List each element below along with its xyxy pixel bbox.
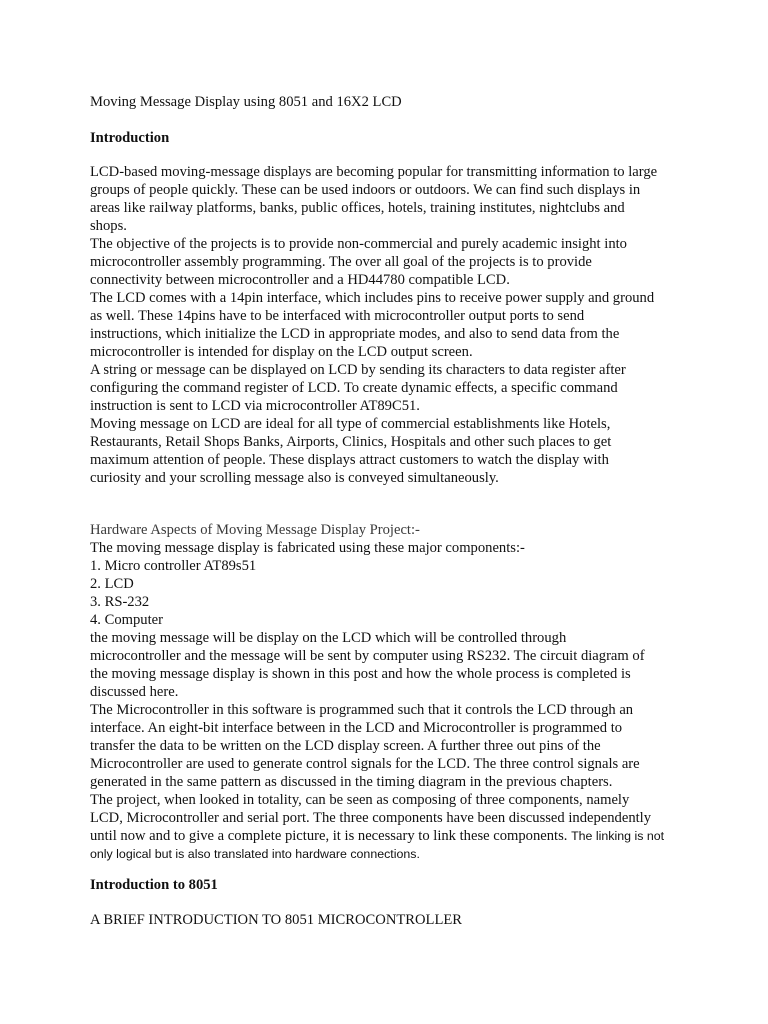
paragraph-line: The moving message display is fabricated using these major components:- [90,540,525,556]
paragraph-line: microcontroller is intended for display on the LCD output screen. [90,344,473,360]
paragraph-line [90,827,690,845]
hardware-aspects-section [90,521,690,863]
paragraph-line: Moving message on LCD are ideal for all type of commercial establishments like Hotels, [90,416,611,432]
list-item: 4. Computer [90,612,163,628]
paragraph-line: The project, when looked in totality, can be seen as composing of three components, namely [90,792,630,808]
introduction-8051-heading: Introduction to 8051 [90,877,218,893]
paragraph-line: Restaurants, Retail Shops Banks, Airports, Clinics, Hospitals and other such places to get [90,434,612,450]
sans-text-fragment: The linking is not [571,829,665,843]
paragraph-line: the moving message will be display on the LCD which will be controlled through [90,630,567,646]
introduction-body [90,163,690,487]
section-heading: Hardware Aspects of Moving Message Display Project:- [90,522,420,538]
sans-paragraph-line: only logical but is also translated into hardware connections. [90,847,420,861]
paragraph-line: LCD-based moving-message displays are becoming popular for transmitting information to large [90,164,658,180]
paragraph-line: Microcontroller are used to generate control signals for the LCD. The three control signals are [90,756,640,772]
paragraph-line: curiosity and your scrolling message also is conveyed simultaneously. [90,470,499,486]
brief-introduction-heading: A BRIEF INTRODUCTION TO 8051 MICROCONTROLLER [90,912,463,928]
paragraph-line: configuring the command register of LCD. To create dynamic effects, a specific command [90,380,618,396]
paragraph-line: generated in the same pattern as discussed in the timing diagram in the previous chapters. [90,774,613,790]
paragraph-line: maximum attention of people. These displays attract customers to watch the display with [90,452,609,468]
paragraph-line: microcontroller assembly programming. The over all goal of the projects is to provide [90,254,592,270]
paragraph-line: microcontroller and the message will be sent by computer using RS232. The circuit diagram of [90,648,645,664]
list-item: 3. RS-232 [90,594,150,610]
paragraph-line: The objective of the projects is to provide non-commercial and purely academic insight into [90,236,627,252]
paragraph-line: instructions, which initialize the LCD in appropriate modes, and also to send data from the [90,326,620,342]
paragraph-line: instruction is sent to LCD via microcontroller AT89C51. [90,398,420,414]
paragraph-line: interface. An eight-bit interface between in the LCD and Microcontroller is programmed to [90,720,623,736]
paragraph-line: connectivity between microcontroller and a HD44780 compatible LCD. [90,272,510,288]
paragraph-line: areas like railway platforms, banks, public offices, hotels, training institutes, nightclubs and [90,200,625,216]
paragraph-line: transfer the data to be written on the LCD display screen. A further three out pins of the [90,738,601,754]
paragraph-text: until now and to give a complete picture, it is necessary to link these components. [90,828,568,844]
paragraph-line: A string or message can be displayed on LCD by sending its characters to data register after [90,362,626,378]
paragraph-line: as well. These 14pins have to be interfaced with microcontroller output ports to send [90,308,585,324]
paragraph-line: the moving message display is shown in this post and how the whole process is completed is [90,666,631,682]
paragraph-line: groups of people quickly. These can be used indoors or outdoors. We can find such displays in [90,182,641,198]
list-item: 2. LCD [90,576,134,592]
introduction-heading: Introduction [90,130,170,146]
paragraph-line: The LCD comes with a 14pin interface, which includes pins to receive power supply and ground [90,290,655,306]
list-item: 1. Micro controller AT89s51 [90,558,257,574]
paragraph-line: shops. [90,218,127,234]
paragraph-line: discussed here. [90,684,179,700]
paragraph-line: The Microcontroller in this software is programmed such that it controls the LCD through an [90,702,634,718]
document-title: Moving Message Display using 8051 and 16X2 LCD [90,94,402,110]
paragraph-line: LCD, Microcontroller and serial port. The three components have been discussed independently [90,810,652,826]
